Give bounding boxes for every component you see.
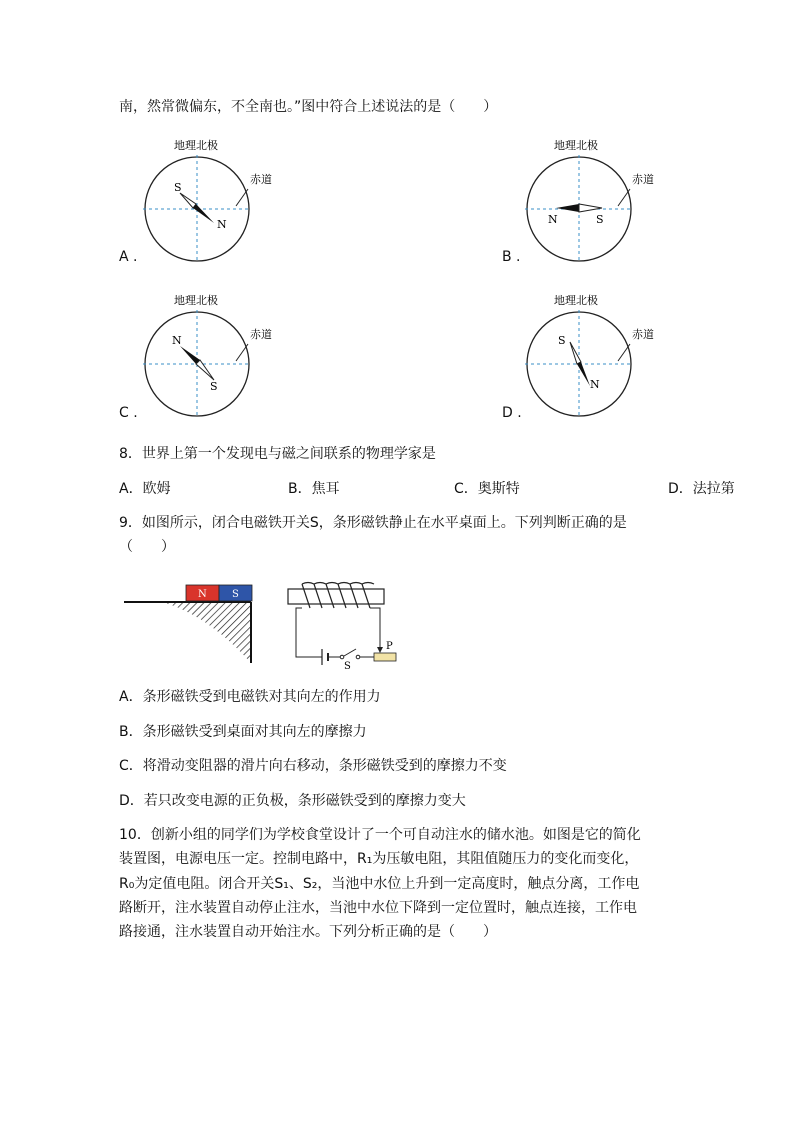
label-geographic-north: 地理北极 [174, 139, 218, 152]
option-a-label: A . [119, 249, 138, 265]
q9-stem-line2: （ ） [119, 539, 175, 555]
q9-stem-line1: 9．如图所示，闭合电磁铁开关S，条形磁铁静止在水平桌面上。下列判断正确的是 [119, 515, 627, 531]
compass-figure-a [130, 135, 290, 265]
compass-figure-b [512, 135, 672, 265]
pole-n: N [590, 378, 600, 391]
magnet-n-label: N [198, 589, 207, 600]
q8-option-a: A．欧姆 [119, 481, 171, 497]
compass-figure-d [512, 290, 672, 420]
slider-label: P [386, 641, 393, 652]
label-geographic-north: 地理北极 [174, 294, 218, 307]
pole-s: S [210, 380, 218, 393]
option-b-label: B . [502, 249, 521, 265]
label-equator: 赤道 [250, 328, 272, 341]
q8-option-d: D．法拉第 [668, 481, 735, 497]
q9-option-d: D．若只改变电源的正负极，条形磁铁受到的摩擦力变大 [119, 793, 466, 809]
q10-line5: 路接通，注水装置自动开始注水。下列分析正确的是（ ） [119, 924, 497, 940]
q10-line3: R₀为定值电阻。闭合开关S₁、S₂，当池中水位上升到一定高度时，触点分离，工作电 [119, 876, 640, 892]
compass-figure-c [130, 290, 290, 420]
pole-n: N [217, 218, 227, 231]
q10-line4: 路断开，注水装置自动停止注水，当池中水位下降到一定位置时，触点连接，工作电 [119, 900, 637, 916]
label-geographic-north: 地理北极 [554, 294, 598, 307]
q9-option-b: B．条形磁铁受到桌面对其向左的摩擦力 [119, 724, 367, 740]
pole-n: N [548, 213, 558, 226]
pole-n: N [172, 334, 182, 347]
q10-line1: 10．创新小组的同学们为学校食堂设计了一个可自动注水的储水池。如图是它的简化 [119, 827, 641, 843]
pole-s: S [174, 181, 182, 194]
switch-label: S [344, 661, 351, 670]
q8-option-b: B．焦耳 [288, 481, 340, 497]
label-equator: 赤道 [632, 173, 654, 186]
q8-stem: 8．世界上第一个发现电与磁之间联系的物理学家是 [119, 446, 436, 462]
pole-s: S [596, 213, 604, 226]
pole-s: S [558, 334, 566, 347]
q9-option-c: C．将滑动变阻器的滑片向右移动，条形磁铁受到的摩擦力不变 [119, 758, 507, 774]
q9-option-a: A．条形磁铁受到电磁铁对其向左的作用力 [119, 689, 381, 705]
magnet-s-label: S [232, 589, 239, 600]
option-c-label: C . [119, 405, 138, 421]
q7-stem-tail: 南，然常微偏东，不全南也。”图中符合上述说法的是（ ） [119, 99, 498, 115]
q10-line2: 装置图，电源电压一定。控制电路中，R₁为压敏电阻，其阻值随压力的变化而变化， [119, 851, 639, 867]
label-equator: 赤道 [632, 328, 654, 341]
label-equator: 赤道 [250, 173, 272, 186]
option-d-label: D . [502, 405, 522, 421]
electromagnet-figure [118, 575, 408, 670]
q8-option-c: C．奥斯特 [454, 481, 520, 497]
label-geographic-north: 地理北极 [554, 139, 598, 152]
